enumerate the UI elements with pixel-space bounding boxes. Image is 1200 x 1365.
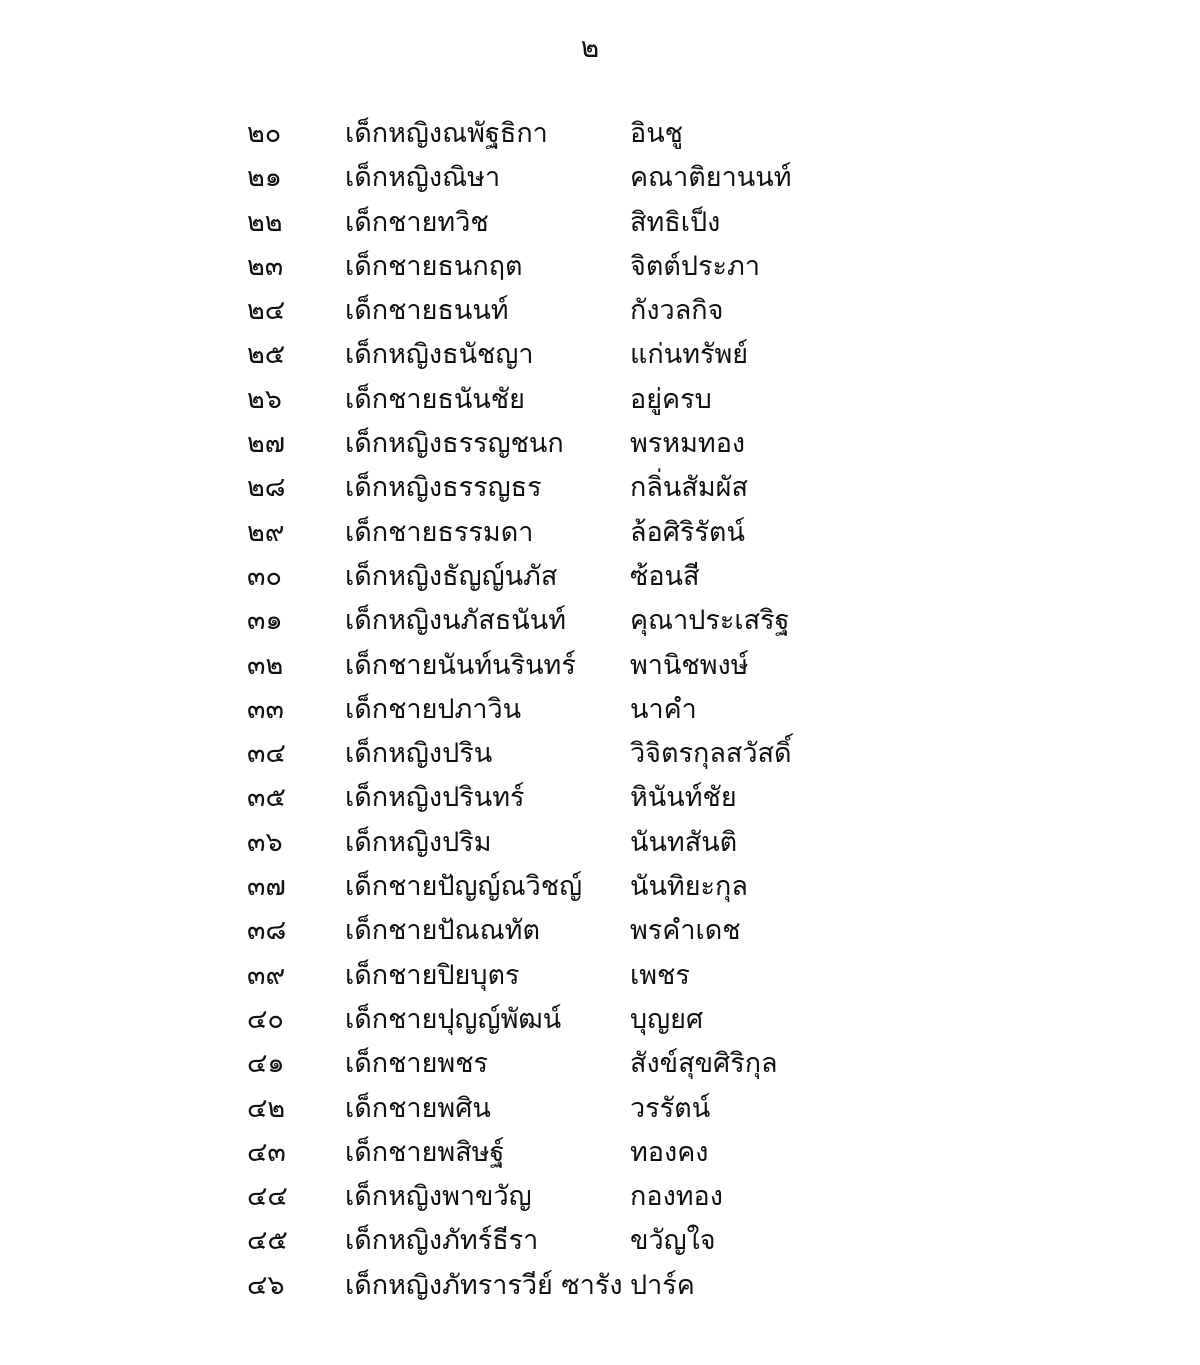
student-name: เด็กหญิงนภัสธนันท์: [345, 605, 567, 637]
student-name: เด็กหญิงธรรญธร: [345, 472, 542, 504]
list-item: [0, 998, 1200, 1042]
list-item: [0, 776, 1200, 820]
student-number: ๒๓: [247, 250, 284, 282]
student-surname: นาคำ: [630, 693, 697, 725]
student-number: ๒๕: [247, 339, 286, 371]
student-name: เด็กชายปิยบุตร: [345, 959, 520, 991]
list-item: [0, 644, 1200, 688]
list-item: [0, 1264, 1200, 1308]
student-surname: กังวลกิจ: [630, 295, 724, 327]
list-item: [0, 422, 1200, 466]
list-item: [0, 599, 1200, 643]
student-name: เด็กชายธรรมดา: [345, 516, 534, 548]
list-item: [0, 466, 1200, 510]
student-surname: คุณาประเสริฐ: [630, 605, 790, 637]
list-item: [0, 1042, 1200, 1086]
student-surname: แก่นทรัพย์: [630, 339, 749, 371]
student-name: เด็กชายนันท์นรินทร์: [345, 649, 576, 681]
student-number: ๓๐: [247, 560, 282, 592]
list-item: [0, 378, 1200, 422]
student-name: เด็กชายทวิช: [345, 206, 489, 238]
list-item: [0, 1219, 1200, 1263]
student-name: เด็กหญิงธรรญชนก: [345, 428, 564, 460]
student-number: ๔๑: [247, 1048, 285, 1080]
student-surname: นันทสันติ: [630, 826, 738, 858]
student-surname: กลิ่นสัมผัส: [630, 472, 748, 504]
student-name: เด็กชายธนกฤต: [345, 250, 523, 282]
student-surname: ทองคง: [630, 1136, 709, 1168]
student-name: เด็กหญิงภัทรารวีย์ ซารัง: [345, 1269, 623, 1301]
student-number: ๔๐: [247, 1003, 284, 1035]
student-number: ๓๘: [247, 915, 287, 947]
student-number: ๔๖: [247, 1269, 285, 1301]
page-number: ๒: [580, 31, 600, 64]
student-name: เด็กชายปุญญ์พัฒน์: [345, 1003, 562, 1035]
student-number: ๒๗: [247, 428, 286, 460]
student-surname: หินันท์ชัย: [630, 782, 737, 814]
list-item: [0, 1131, 1200, 1175]
student-number: ๔๓: [247, 1136, 286, 1168]
student-number: ๔๒: [247, 1092, 286, 1124]
student-number: ๔๕: [247, 1225, 288, 1257]
student-number: ๒๑: [247, 162, 282, 194]
student-number: ๒๔: [247, 295, 286, 327]
student-surname: วิจิตรกุลสวัสดิ์: [630, 738, 792, 770]
student-surname: บุญยศ: [630, 1003, 704, 1035]
student-number: ๓๗: [247, 871, 286, 903]
list-item: [0, 511, 1200, 555]
list-item: [0, 289, 1200, 333]
student-name: เด็กหญิงณพัฐธิกา: [345, 118, 548, 149]
list-item: [0, 954, 1200, 998]
student-name: เด็กหญิงธนัชญา: [345, 339, 534, 371]
student-surname: ซ้อนสี: [630, 560, 700, 592]
student-name: เด็กชายปัณณทัต: [345, 915, 540, 947]
student-surname: นันทิยะกุล: [630, 871, 748, 903]
student-surname: วรรัตน์: [630, 1092, 711, 1124]
student-name: เด็กชายธนนท์: [345, 295, 509, 327]
student-number: ๓๒: [247, 649, 284, 681]
student-number: ๒๖: [247, 383, 282, 415]
student-name: เด็กหญิงปริน: [345, 738, 493, 770]
student-number: ๓๙: [247, 959, 286, 991]
student-number: ๓๖: [247, 826, 283, 858]
student-number: ๓๕: [247, 782, 286, 814]
student-number: ๓๓: [247, 693, 284, 725]
student-name: เด็กหญิงปริม: [345, 826, 492, 858]
student-name: เด็กชายพสิษฐ์: [345, 1136, 505, 1168]
student-surname: อินชู: [630, 118, 683, 149]
student-number: ๒๙: [247, 516, 285, 548]
student-name: เด็กชายปภาวิน: [345, 693, 522, 725]
student-surname: พานิชพงษ์: [630, 649, 749, 681]
list-item: [0, 201, 1200, 245]
student-surname: ล้อศิริรัตน์: [630, 516, 745, 548]
list-item: [0, 1175, 1200, 1219]
student-name: เด็กชายปัญญ์ณวิชญ์: [345, 871, 583, 903]
student-number: ๓๔: [247, 738, 286, 770]
student-number: ๔๔: [247, 1181, 288, 1213]
student-surname: ปาร์ค: [630, 1269, 695, 1301]
student-surname: เพชร: [630, 959, 690, 991]
student-name: เด็กชายพชร: [345, 1048, 489, 1080]
student-number: ๒๐: [247, 118, 282, 149]
student-surname: พรคำเดช: [630, 915, 741, 947]
list-item: [0, 555, 1200, 599]
list-item: [0, 865, 1200, 909]
list-item: [0, 156, 1200, 200]
student-surname: สิทธิเป็ง: [630, 206, 721, 238]
student-surname: กองทอง: [630, 1181, 723, 1213]
student-name: เด็กหญิงปรินทร์: [345, 782, 525, 814]
student-surname: พรหมทอง: [630, 428, 746, 460]
student-surname: อยู่ครบ: [630, 383, 712, 415]
list-item: [0, 688, 1200, 732]
list-item: [0, 1087, 1200, 1131]
student-list: [0, 112, 1200, 1308]
student-name: เด็กชายพศิน: [345, 1092, 491, 1124]
student-name: เด็กหญิงธัญญ์นภัส: [345, 560, 558, 592]
list-item: [0, 112, 1200, 156]
list-item: [0, 909, 1200, 953]
student-surname: ขวัญใจ: [630, 1225, 716, 1257]
list-item: [0, 245, 1200, 289]
student-number: ๒๘: [247, 472, 286, 504]
list-item: [0, 821, 1200, 865]
student-number: ๒๒: [247, 206, 283, 238]
student-name: เด็กหญิงพาขวัญ: [345, 1181, 532, 1213]
student-surname: คณาติยานนท์: [630, 162, 792, 194]
student-name: เด็กชายธนันชัย: [345, 383, 525, 415]
student-name: เด็กหญิงภัทร์ธีรา: [345, 1225, 539, 1257]
student-name: เด็กหญิงณิษา: [345, 162, 501, 194]
student-surname: สังข์สุขศิริกุล: [630, 1048, 778, 1080]
student-surname: จิตต์ประภา: [630, 250, 760, 282]
student-number: ๓๑: [247, 605, 283, 637]
list-item: [0, 333, 1200, 377]
list-item: [0, 732, 1200, 776]
